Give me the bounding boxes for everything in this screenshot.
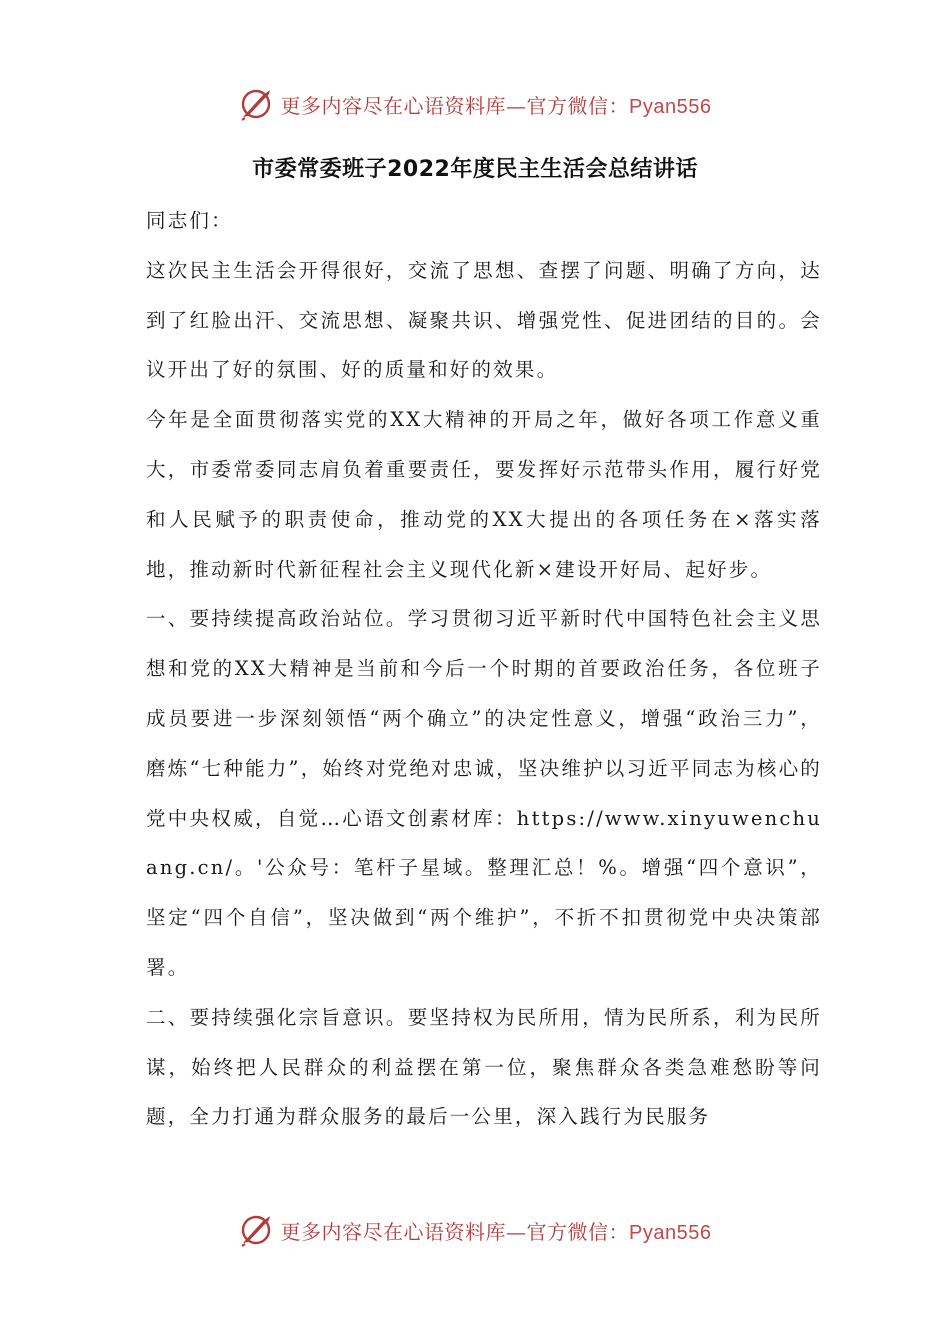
banner-text bbox=[281, 90, 712, 119]
paragraph-2: 今年是全面贯彻落实党的XX大精神的开局之年，做好各项工作意义重大，市委常委同志肩负着重要责任，要发挥好示范带头作用，履行好党和人民赋予的职责使命，推动党的XX大提出的各项任务在×落实落地，推动新时代新征程社会主义现代化新×建设开好局、起好步。 bbox=[146, 408, 822, 581]
header-banner bbox=[0, 84, 950, 124]
paragraph-3: 一、要持续提高政治站位。学习贯彻习近平新时代中国特色社会主义思想和党的XX大精神是当前和今后一个时期的首要政治任务，各位班子成员要进一步深刻领悟“两个确立”的决定性意义，增强“政治三力”，磨炼“七种能力”，始终对党绝对忠诚，坚决维护以习近平同志为核心的党中央权威，自觉…心语文创素材库：https://www.xinyuwenchuang.cn/。'公众号：笔杆子星域。整理汇总！%。增强“四个意识”，坚定“四个自信”，坚决做到“两个维护”，不折不扣贯彻党中央决策部署。 bbox=[146, 607, 822, 979]
footer-banner bbox=[0, 1210, 950, 1250]
banner-slogan: 更多内容尽在心语资料库—官方微信： bbox=[280, 1219, 630, 1244]
quill-pen-logo-icon bbox=[239, 1213, 273, 1247]
banner-slogan: 更多内容尽在心语资料库—官方微信： bbox=[280, 93, 630, 118]
wechat-id: Pyan556 bbox=[629, 95, 712, 118]
salutation: 同志们： bbox=[146, 209, 233, 232]
document-body bbox=[146, 196, 822, 1142]
quill-pen-logo-icon bbox=[239, 87, 273, 121]
paragraph-4: 二、要持续强化宗旨意识。要坚持权为民所用，情为民所系，利为民所谋，始终把人民群众的利益摆在第一位，聚焦群众各类急难愁盼等问题，全力打通为群众服务的最后一公里，深入践行为民服务 bbox=[146, 1005, 822, 1129]
banner-text bbox=[281, 1216, 712, 1245]
paragraph-1: 这次民主生活会开得很好，交流了思想、查摆了问题、明确了方向，达到了红脸出汗、交流思想、凝聚共识、增强党性、促进团结的目的。会议开出了好的氛围、好的质量和好的效果。 bbox=[146, 258, 822, 382]
document-title: 市委常委班子2022年度民主生活会总结讲话 bbox=[252, 157, 698, 182]
wechat-id: Pyan556 bbox=[629, 1221, 712, 1244]
